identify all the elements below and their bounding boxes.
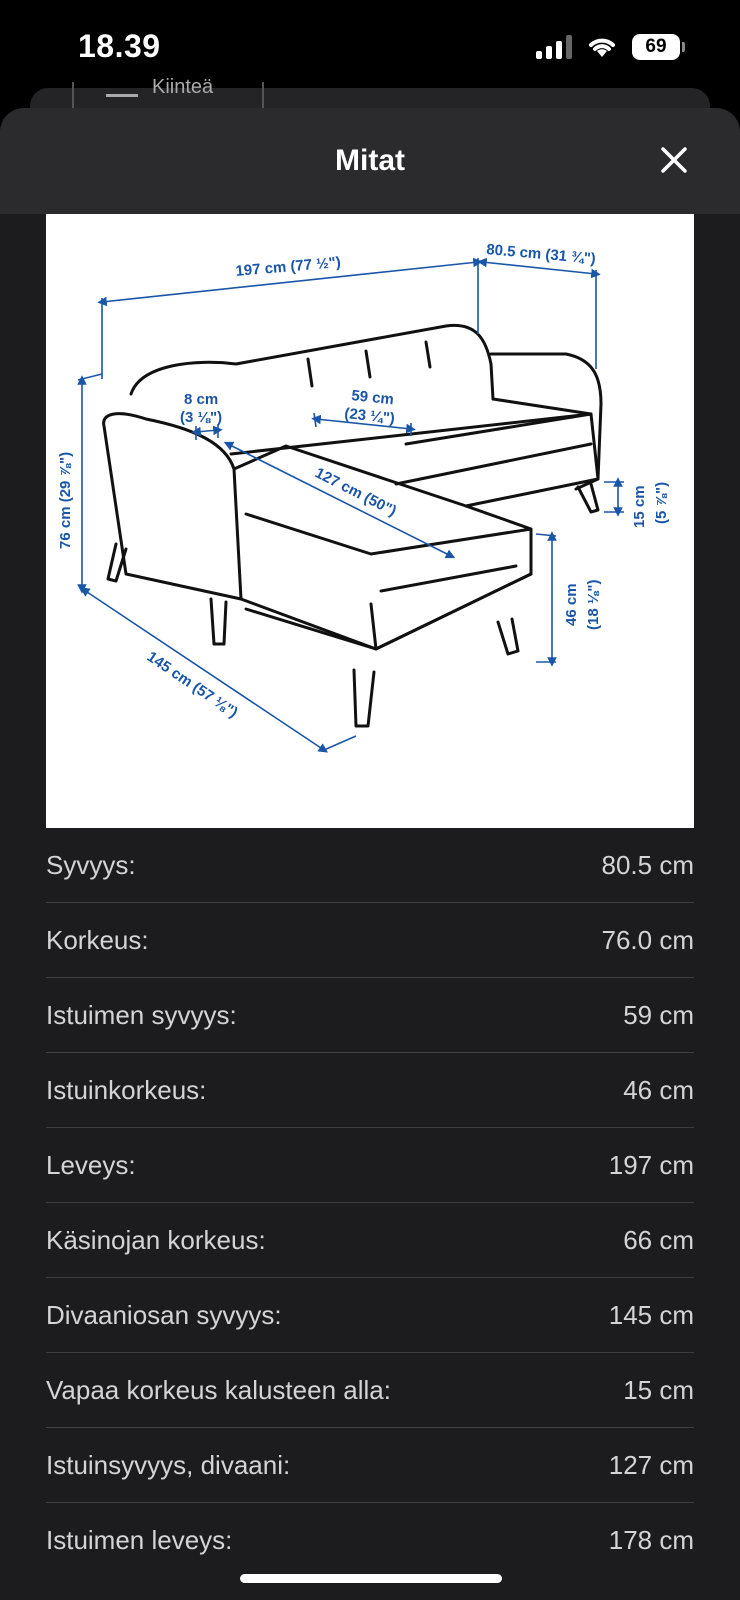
spec-row <box>46 1203 694 1278</box>
spec-row <box>46 1128 694 1203</box>
clearance-in-label: (5 ⅞") <box>653 481 670 524</box>
spec-label: Korkeus: <box>46 924 149 955</box>
spec-row <box>46 1053 694 1128</box>
spec-row <box>46 1503 694 1577</box>
spec-row <box>46 1428 694 1503</box>
spec-value: 76.0 cm <box>601 924 694 955</box>
dimensions-sheet <box>0 108 740 1600</box>
home-indicator[interactable] <box>240 1574 502 1583</box>
width-label: 197 cm (77 ½") <box>234 253 342 280</box>
spec-value: 59 cm <box>623 999 694 1030</box>
spec-row <box>46 828 694 903</box>
spec-value: 127 cm <box>608 1449 694 1480</box>
spec-row <box>46 1353 694 1428</box>
specs-list <box>46 828 694 1577</box>
spec-row <box>46 1278 694 1353</box>
chaise-depth-label: 145 cm (57 ⅛") <box>143 648 241 722</box>
status-icons <box>536 34 680 60</box>
spec-label: Istuinkorkeus: <box>46 1074 207 1105</box>
spec-label: Leveys: <box>46 1149 136 1180</box>
depth-label: 80.5 cm (31 ¾") <box>485 241 597 268</box>
dimension-diagram <box>46 214 694 828</box>
signal-icon <box>536 35 572 59</box>
spec-row <box>46 903 694 978</box>
spec-value: 145 cm <box>608 1299 694 1330</box>
spec-value: 46 cm <box>623 1074 694 1105</box>
height-label: 76 cm (29 ⅞") <box>57 451 74 549</box>
spec-value: 15 cm <box>623 1374 694 1405</box>
sheet-title: Mitat <box>335 144 405 177</box>
seat-depth-cm-label: 59 cm <box>350 387 395 409</box>
status-time: 18.39 <box>78 28 161 64</box>
spec-value: 197 cm <box>608 1149 694 1180</box>
seat-height-in-label: (18 ⅛") <box>585 579 602 630</box>
arm-width-in-label: (3 ⅛") <box>180 409 223 426</box>
spec-value: 66 cm <box>623 1224 694 1255</box>
background-partial-text: Kiinteä <box>152 76 214 98</box>
spec-label: Istuinsyvyys, divaani: <box>46 1449 291 1480</box>
close-button[interactable] <box>652 138 696 182</box>
clearance-cm-label: 15 cm <box>631 485 648 528</box>
wifi-icon <box>586 35 618 59</box>
spec-value: 80.5 cm <box>601 849 694 880</box>
spec-value: 178 cm <box>608 1524 694 1555</box>
seat-height-cm-label: 46 cm <box>563 583 580 626</box>
arm-width-cm-label: 8 cm <box>184 391 219 408</box>
spec-label: Syvyys: <box>46 849 136 880</box>
sheet-header <box>0 108 740 214</box>
sofa-drawing <box>46 214 694 828</box>
chaise-seat-depth-label: 127 cm (50") <box>312 464 400 520</box>
battery-icon: 69 <box>632 34 680 60</box>
spec-label: Istuimen leveys: <box>46 1524 233 1555</box>
close-icon <box>660 146 688 174</box>
spec-row <box>46 978 694 1053</box>
spec-label: Istuimen syvyys: <box>46 999 237 1030</box>
background-line <box>106 94 138 97</box>
spec-label: Divaaniosan syvyys: <box>46 1299 282 1330</box>
spec-label: Käsinojan korkeus: <box>46 1224 266 1255</box>
seat-depth-in-label: (23 ¼") <box>343 405 396 428</box>
spec-label: Vapaa korkeus kalusteen alla: <box>46 1374 391 1405</box>
dimension-lines <box>78 258 624 750</box>
